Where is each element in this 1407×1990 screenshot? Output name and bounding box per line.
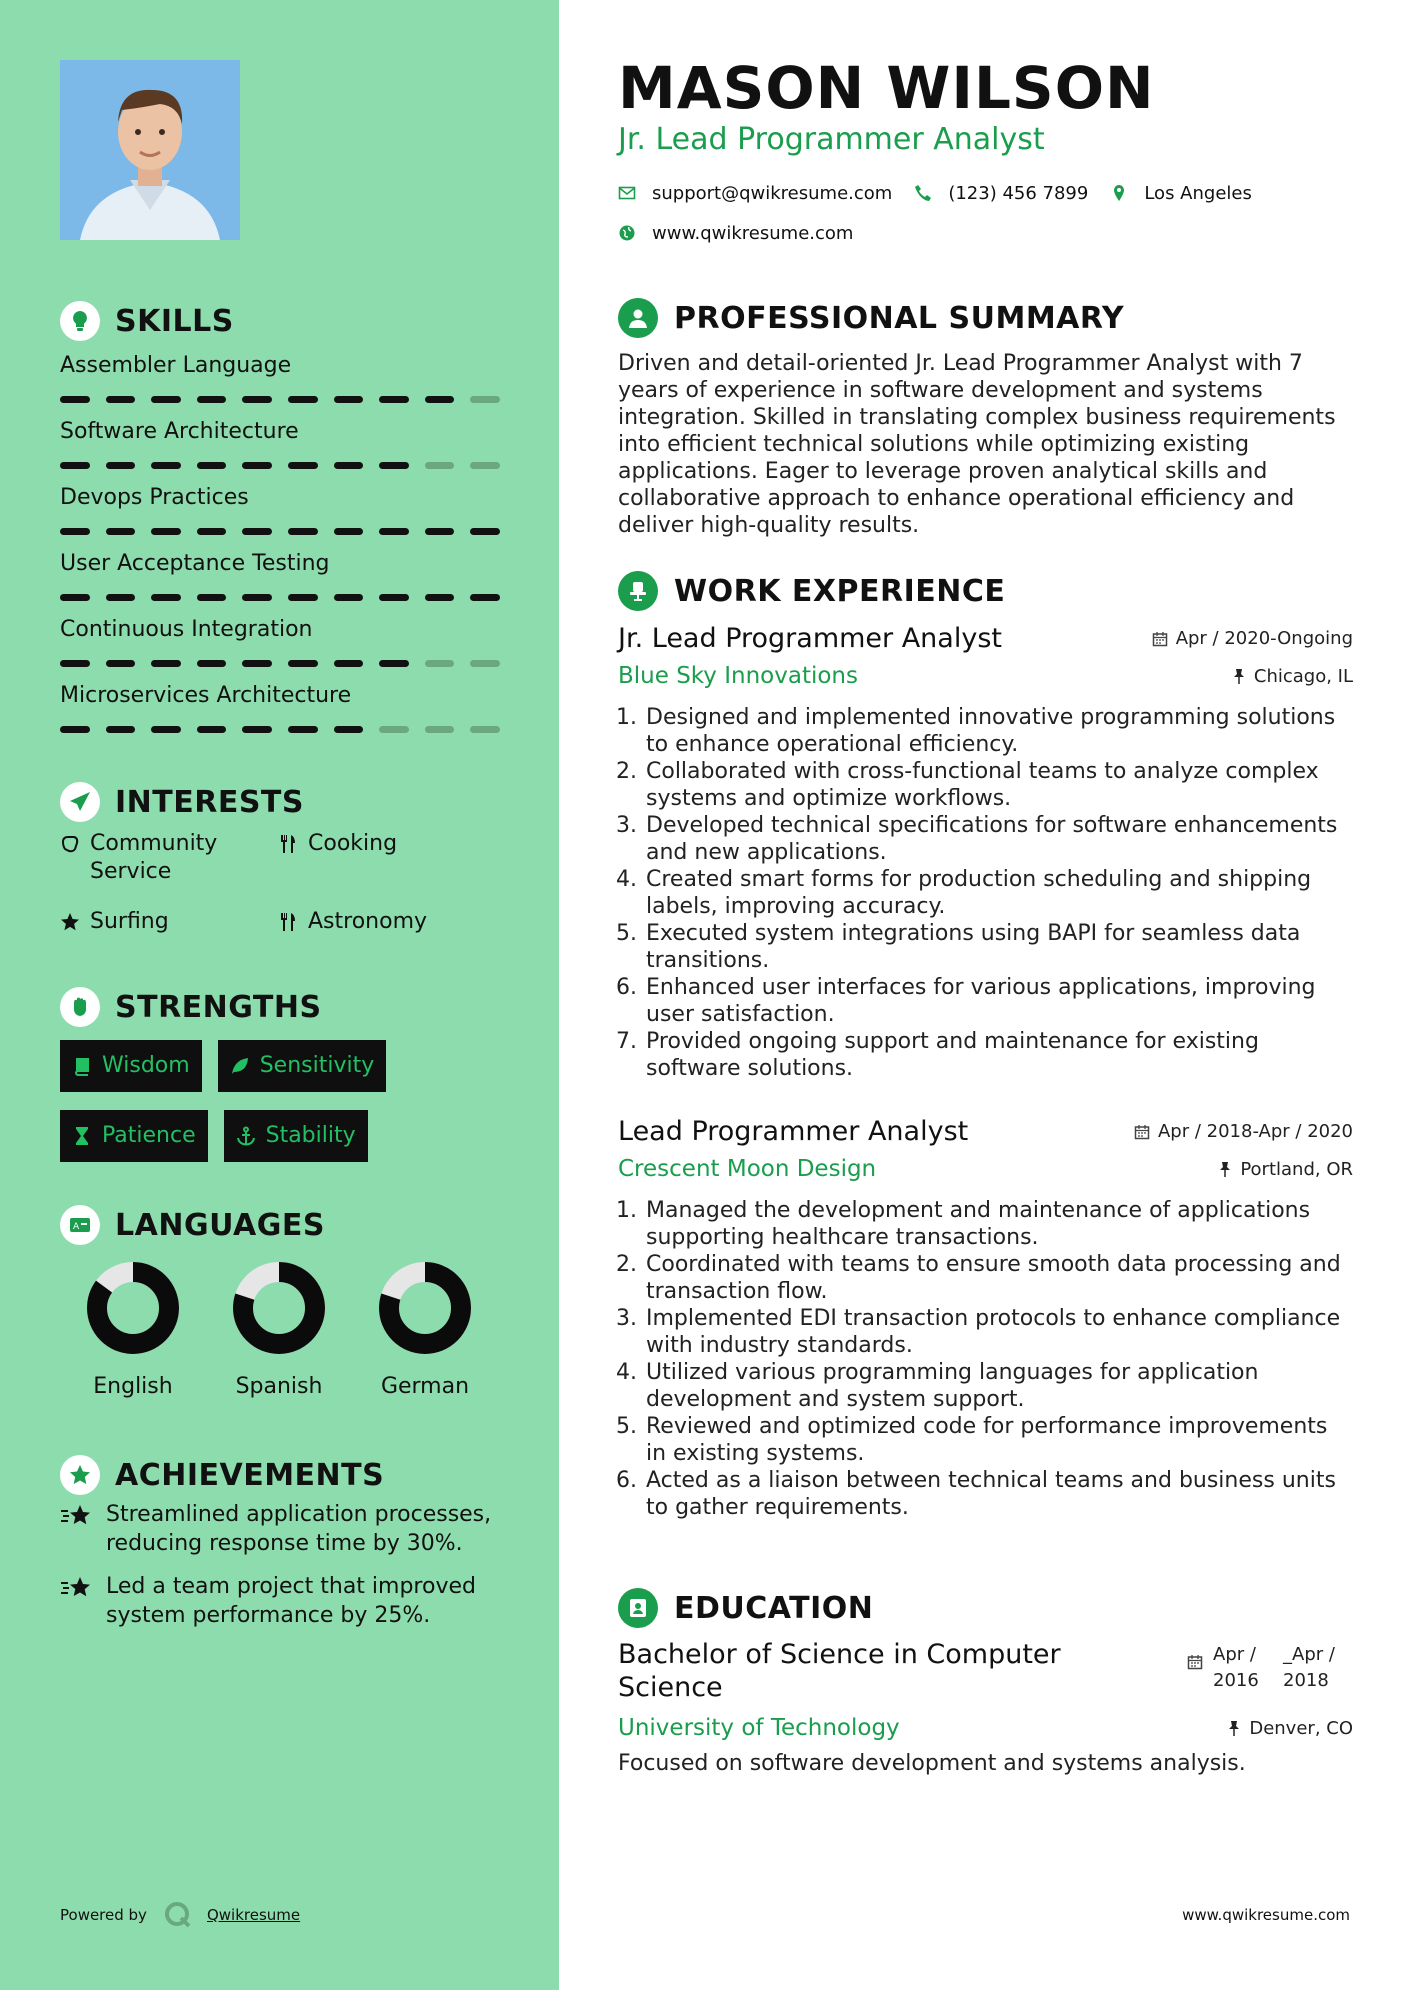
language-donut (377, 1260, 473, 1356)
job-duties (618, 1197, 1353, 1521)
job-dates-text: Apr / 2018-Apr / 2020 (1157, 1121, 1353, 1142)
skill-dot (334, 528, 364, 535)
leaf-icon (230, 1056, 250, 1076)
skill-dot (379, 528, 409, 535)
duty-item: 1. Managed the development and maintenance of applications supporting healthcare transactions. (644, 1197, 1353, 1251)
skill-rating (60, 594, 500, 601)
language-donut (231, 1260, 327, 1356)
skill-item (60, 416, 500, 482)
skill-name: Continuous Integration (60, 617, 313, 642)
duty-item: 5. Reviewed and optimized code for performance improvements in existing systems. (644, 1413, 1353, 1467)
language-item (352, 1260, 498, 1399)
summary-text: Driven and detail-oriented Jr. Lead Programmer Analyst with 7 years of experience in software development and systems integration. Skilled in translating complex business requirements into efficient technical solutions while optimizing existing applications. Eager to leverage proven analytical skills and collaborative approach to enhance operational efficiency and deliver high-quality results. (618, 351, 1336, 538)
duty-item: 4. Created smart forms for production scheduling and shipping labels, improving accuracy. (644, 866, 1353, 920)
skill-dot (60, 594, 90, 601)
star-badge-icon (60, 1455, 100, 1495)
education-location (1227, 1718, 1353, 1739)
skill-dot (106, 462, 136, 469)
footer-url[interactable]: www.qwikresume.com (1182, 1906, 1350, 1924)
company-name: Blue Sky Innovations (618, 663, 858, 689)
skill-rating (60, 660, 500, 667)
achievement-item (60, 1572, 510, 1630)
location-text: Los Angeles (1144, 182, 1252, 204)
job-title: Lead Programmer Analyst (618, 1116, 969, 1147)
candidate-name: MASON WILSON (618, 54, 1155, 122)
skill-dot (288, 462, 318, 469)
skills-heading (60, 299, 234, 343)
shooting-star-icon (60, 1575, 94, 1601)
skill-dot (151, 462, 181, 469)
strengths-list (60, 1040, 500, 1180)
skill-dot (106, 528, 136, 535)
education-description: Focused on software development and systems analysis. (618, 1751, 1246, 1776)
skill-item (60, 350, 500, 416)
skills-list (60, 350, 500, 746)
job-dates (1152, 628, 1353, 649)
contact-info (618, 178, 1358, 258)
skill-dot (334, 726, 364, 733)
experience-title: WORK EXPERIENCE (674, 573, 1006, 609)
language-name: German (380, 1374, 470, 1399)
skill-dot (197, 660, 227, 667)
skill-item (60, 482, 500, 548)
languages-title: LANGUAGES (115, 1207, 325, 1243)
skill-dot (425, 462, 455, 469)
paper-plane-icon (60, 782, 100, 822)
skill-dot (425, 396, 455, 403)
job-location (1218, 1159, 1353, 1180)
skill-dot (242, 462, 272, 469)
strength-label: Patience (102, 1123, 196, 1148)
interest-label: Surfing (90, 909, 169, 934)
duty-item: 1. Designed and implemented innovative programming solutions to enhance operational efficiency. (644, 704, 1353, 758)
skill-dot (106, 396, 136, 403)
email-text: support@qwikresume.com (652, 182, 893, 204)
hand-icon (60, 834, 80, 854)
skill-dot (425, 594, 455, 601)
skill-dot (425, 660, 455, 667)
candidate-role: Jr. Lead Programmer Analyst (618, 122, 1045, 157)
skill-item (60, 614, 500, 680)
profile-photo (60, 60, 240, 240)
interest-item (60, 908, 278, 936)
skill-dot (151, 726, 181, 733)
shooting-star-icon (60, 1503, 94, 1529)
skill-dot (470, 462, 500, 469)
user-icon (618, 298, 658, 338)
skill-dot (288, 396, 318, 403)
profile-photo-image (60, 60, 240, 240)
skill-dot (151, 660, 181, 667)
skill-dot (242, 396, 272, 403)
achievements-list (60, 1500, 510, 1644)
skill-rating (60, 462, 500, 469)
language-donut (85, 1260, 181, 1356)
skill-name: Assembler Language (60, 353, 292, 378)
skill-dot (334, 660, 364, 667)
contact-location (1110, 183, 1252, 204)
sidebar (0, 0, 559, 1990)
skill-rating (60, 726, 500, 733)
skill-dot (334, 396, 364, 403)
skill-dot (379, 726, 409, 733)
skill-dot (197, 528, 227, 535)
duty-item: 5. Executed system integrations using BAPI for seamless data transitions. (644, 920, 1353, 974)
duty-item: 3. Implemented EDI transaction protocols to enhance compliance with industry standards. (644, 1305, 1353, 1359)
duty-item: 6. Acted as a liaison between technical teams and business units to gather requirements. (644, 1467, 1353, 1521)
skill-dot (242, 726, 272, 733)
skill-name: Microservices Architecture (60, 683, 352, 708)
qwikresume-link[interactable]: Qwikresume (206, 1906, 301, 1924)
contact-email[interactable] (618, 183, 892, 204)
calendar-icon (1134, 1124, 1150, 1140)
strengths-title: STRENGTHS (115, 989, 322, 1025)
interests-list (60, 830, 500, 936)
skill-dot (379, 594, 409, 601)
calendar-icon (1152, 631, 1168, 647)
graduate-icon (618, 1588, 658, 1628)
job-entry (618, 622, 1353, 1082)
skill-name: Software Architecture (60, 419, 299, 444)
languages-heading (60, 1203, 325, 1247)
achievement-text: Led a team project that improved system performance by 25%. (106, 1574, 476, 1628)
skill-dot (425, 528, 455, 535)
interest-label: Cooking (308, 831, 398, 856)
svg-text:A: A (73, 1222, 80, 1232)
interest-label: Community Service (90, 831, 218, 884)
skill-dot (60, 726, 90, 733)
skill-dot (379, 660, 409, 667)
duty-item: 2. Collaborated with cross-functional teams to analyze complex systems and optimize workflows. (644, 758, 1353, 812)
strength-label: Wisdom (102, 1053, 190, 1078)
hourglass-icon (72, 1126, 92, 1146)
strength-tag (60, 1040, 202, 1092)
skill-dot (379, 396, 409, 403)
skill-dot (197, 726, 227, 733)
job-dates-text: Apr / 2020-Ongoing (1175, 628, 1353, 649)
skill-dot (242, 660, 272, 667)
skill-dot (60, 528, 90, 535)
phone-text: (123) 456 7899 (948, 182, 1089, 204)
contact-website[interactable] (618, 223, 853, 244)
duty-item: 7. Provided ongoing support and maintenance for existing software solutions. (644, 1028, 1353, 1082)
strength-label: Sensitivity (259, 1053, 375, 1078)
language-name: English (93, 1374, 173, 1399)
job-duties (618, 704, 1353, 1082)
language-name: Spanish (235, 1374, 323, 1399)
summary-heading (618, 297, 1124, 339)
job-location-text: Portland, OR (1240, 1158, 1353, 1180)
phone-icon (914, 184, 932, 202)
skill-dot (288, 528, 318, 535)
cutlery-icon (278, 912, 298, 932)
contact-phone[interactable] (914, 183, 1088, 204)
language-item (206, 1260, 352, 1399)
powered-by (60, 1900, 300, 1930)
interest-item (278, 830, 496, 886)
skill-item (60, 680, 500, 746)
skill-dot (151, 396, 181, 403)
skills-title: SKILLS (115, 303, 234, 339)
skill-dot (288, 726, 318, 733)
skill-item (60, 548, 500, 614)
qwikresume-logo-icon (163, 1900, 193, 1930)
summary-title: PROFESSIONAL SUMMARY (674, 300, 1125, 336)
education-end: _Apr / 2018 (1283, 1644, 1335, 1691)
interests-title: INTERESTS (115, 784, 304, 820)
website-text: www.qwikresume.com (652, 222, 854, 244)
skill-dot (470, 726, 500, 733)
fist-icon (60, 987, 100, 1027)
skill-dot (470, 528, 500, 535)
skill-dot (242, 594, 272, 601)
strength-tag (60, 1110, 208, 1162)
skill-dot (197, 396, 227, 403)
skill-dot (470, 396, 500, 403)
language-item (60, 1260, 206, 1399)
achievement-item (60, 1500, 510, 1558)
pushpin-icon (1218, 1161, 1232, 1177)
experience-heading (618, 570, 1005, 612)
interest-label: Astronomy (308, 909, 428, 934)
pushpin-icon (1227, 1720, 1241, 1736)
chair-icon (618, 571, 658, 611)
globe-icon (618, 224, 636, 242)
skill-dot (151, 594, 181, 601)
strength-tag (218, 1040, 387, 1092)
skill-dot (288, 594, 318, 601)
job-title: Jr. Lead Programmer Analyst (618, 623, 1002, 654)
skill-dot (470, 660, 500, 667)
lightbulb-icon (60, 301, 100, 341)
skill-rating (60, 396, 500, 403)
skill-rating (60, 528, 500, 535)
skill-dot (106, 726, 136, 733)
education-dates (1187, 1642, 1353, 1694)
skill-dot (242, 528, 272, 535)
strength-label: Stability (265, 1123, 356, 1148)
interests-heading (60, 780, 304, 824)
skill-dot (60, 462, 90, 469)
skill-dot (425, 726, 455, 733)
duty-item: 6. Enhanced user interfaces for various applications, improving user satisfaction. (644, 974, 1353, 1028)
cutlery-icon (278, 834, 298, 854)
job-location (1232, 666, 1353, 687)
languages-list (60, 1260, 500, 1399)
education-entry (618, 1638, 1353, 1778)
skill-name: User Acceptance Testing (60, 551, 330, 576)
star-icon (60, 912, 80, 932)
skill-dot (334, 462, 364, 469)
company-name: Crescent Moon Design (618, 1156, 877, 1182)
skill-dot (197, 594, 227, 601)
strength-tag (224, 1110, 368, 1162)
job-location-text: Chicago, IL (1253, 665, 1353, 687)
skill-dot (60, 396, 90, 403)
interest-item (278, 908, 496, 936)
anchor-icon (236, 1126, 256, 1146)
language-card-icon (60, 1205, 100, 1245)
job-entry (618, 1115, 1353, 1521)
education-title: EDUCATION (674, 1590, 874, 1626)
duty-item: 2. Coordinated with teams to ensure smooth data processing and transaction flow. (644, 1251, 1353, 1305)
skill-name: Devops Practices (60, 485, 249, 510)
powered-by-label: Powered by (60, 1906, 147, 1924)
skill-dot (151, 528, 181, 535)
skill-dot (60, 660, 90, 667)
education-heading (618, 1587, 873, 1629)
duty-item: 3. Developed technical specifications for software enhancements and new applications. (644, 812, 1353, 866)
interest-item (60, 830, 278, 886)
achievement-text: Streamlined application processes, reducing response time by 30%. (106, 1502, 492, 1556)
achievements-heading (60, 1453, 384, 1497)
envelope-icon (618, 184, 636, 202)
skill-dot (379, 462, 409, 469)
skill-dot (106, 594, 136, 601)
map-pin-icon (1110, 184, 1128, 202)
duty-item: 4. Utilized various programming languages for application development and system support. (644, 1359, 1353, 1413)
skill-dot (334, 594, 364, 601)
education-location-text: Denver, CO (1249, 1717, 1353, 1739)
school-name: University of Technology (618, 1715, 900, 1741)
skill-dot (470, 594, 500, 601)
skill-dot (106, 660, 136, 667)
pushpin-icon (1232, 668, 1246, 684)
skill-dot (288, 660, 318, 667)
skill-dot (197, 462, 227, 469)
achievements-title: ACHIEVEMENTS (115, 1457, 385, 1493)
book-icon (72, 1056, 92, 1076)
education-start: Apr / 2016 (1213, 1644, 1259, 1691)
job-dates (1134, 1121, 1353, 1142)
degree-title: Bachelor of Science in Computer Science (618, 1639, 1061, 1703)
strengths-heading (60, 985, 322, 1029)
calendar-icon (1187, 1654, 1203, 1670)
